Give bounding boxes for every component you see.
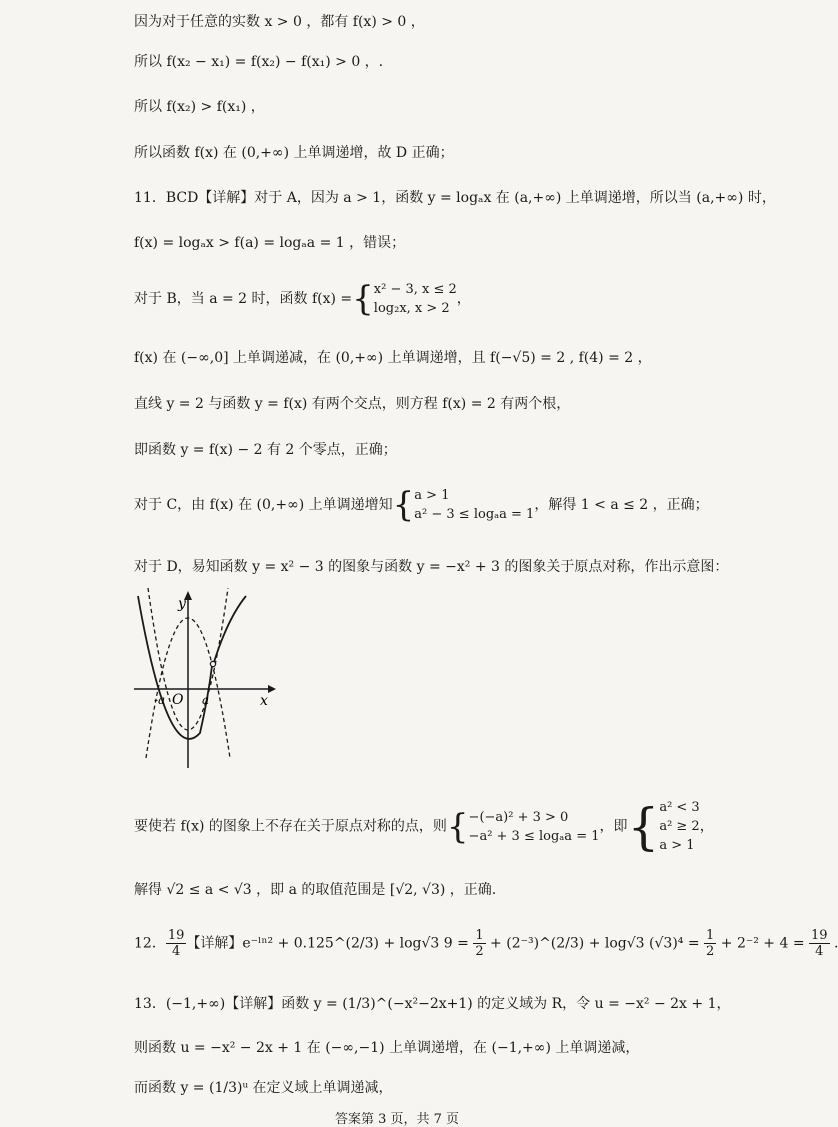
denominator: 4 — [815, 944, 824, 959]
text-line-11 — [134, 486, 709, 524]
text-line-14: 解得 √2 ≤ a < √3 ，即 a 的取值范围是 [√2, √3) ，正确. — [134, 882, 497, 898]
line-15-part-d: + 2⁻² + 4 = — [716, 935, 810, 952]
text-line-2: 所以 f(x₂ − x₁) = f(x₂) − f(x₁) > 0 ，. — [134, 54, 384, 70]
text-line-3: 所以 f(x₂) > f(x₁) ， — [134, 99, 265, 115]
condition-cases — [469, 808, 600, 846]
line-13-suffix: ， — [699, 818, 714, 835]
line-7-prefix: 对于 B，当 a = 2 时，函数 f(x) = — [134, 291, 353, 307]
text-line-9: 直线 y = 2 与函数 y = f(x) 有两个交点，则方程 f(x) = 2 有两个根， — [134, 396, 571, 412]
case-2: log₂x, x > 2 — [373, 301, 450, 316]
case-1: −(−a)² + 3 > 0 — [468, 809, 569, 825]
result-fraction — [809, 928, 830, 959]
text-line-12: 对于 D，易知函数 y = x² − 3 的图象与函数 y = −x² + 3 的图象关于原点对称，作出示意图： — [134, 559, 729, 575]
piecewise-cases — [374, 280, 457, 318]
y-axis-label: y — [178, 596, 186, 612]
case-2: a² − 3 ≤ logₐa = 1 — [414, 507, 535, 522]
line-7-suffix: ， — [456, 291, 471, 307]
denominator: 4 — [171, 944, 181, 959]
fraction-half — [704, 928, 716, 959]
line-11-prefix: 对于 C，由 f(x) 在 (0,+∞) 上单调递增知 — [134, 497, 393, 513]
result-3: a > 1 — [659, 838, 695, 853]
case-1: a > 1 — [414, 488, 450, 503]
solid-curve-right — [214, 596, 246, 662]
numerator: 1 — [706, 928, 715, 943]
text-line-1: 因为对于任意的实数 x > 0 ，都有 f(x) > 0 ， — [134, 14, 425, 30]
text-line-5: 11．BCD【详解】对于 A，因为 a > 1，函数 y = logₐx 在 (a,+∞) 上单调递增，所以当 (a,+∞) 时， — [134, 190, 776, 206]
text-line-7 — [134, 280, 471, 318]
origin-label: O — [172, 692, 184, 708]
line-15-part-e: . — [829, 935, 838, 952]
function-graph — [128, 588, 278, 778]
numerator: 1 — [475, 928, 484, 943]
line-13-middle: ，即 — [599, 818, 628, 835]
denominator: 2 — [706, 944, 715, 959]
line-15-part-b: 【详解】e⁻ˡⁿ² + 0.125^(2/3) + log√3 9 = — [186, 935, 474, 952]
case-1: x² − 3, x ≤ 2 — [373, 282, 457, 297]
neg-a-label: -a — [154, 693, 166, 707]
solid-curve-left — [138, 596, 212, 739]
numerator: 19 — [167, 928, 185, 943]
brace: { — [627, 797, 660, 856]
denominator: 2 — [475, 944, 484, 959]
line-13-prefix: 要使若 f(x) 的图象上不存在关于原点对称的点，则 — [134, 818, 447, 835]
text-line-18: 而函数 y = (1/3)ᵘ 在定义域上单调递减， — [134, 1080, 393, 1096]
text-line-16: 13．(−1,+∞)【详解】函数 y = (1/3)^(−x²−2x+1) 的定义域为 R，令 u = −x² − 2x + 1， — [134, 996, 731, 1012]
result-1: a² < 3 — [659, 800, 700, 815]
numerator: 19 — [811, 928, 828, 943]
text-line-13 — [134, 798, 714, 855]
brace: { — [392, 485, 415, 525]
line-15-part-c: + (2⁻³)^(2/3) + log√3 (√3)⁴ = — [485, 935, 705, 952]
open-point — [210, 661, 215, 666]
line-11-suffix: ，解得 1 < a ≤ 2 ，正确； — [534, 497, 709, 513]
x-axis-label: x — [260, 693, 268, 709]
text-line-6: f(x) = logₐx > f(a) = logₐa = 1 ，错误； — [134, 235, 406, 251]
a-label: a — [202, 693, 210, 707]
brace: { — [352, 279, 374, 319]
text-line-4: 所以函数 f(x) 在 (0,+∞) 上单调递增，故 D 正确； — [134, 145, 454, 161]
text-line-17: 则函数 u = −x² − 2x + 1 在 (−∞,−1) 上单调递增，在 (−1,+∞) 上单调递减， — [134, 1040, 640, 1056]
text-line-10: 即函数 y = f(x) − 2 有 2 个零点，正确； — [134, 442, 397, 458]
result-2: a² ≥ 2 — [659, 819, 700, 834]
x-axis-arrow — [268, 685, 276, 693]
text-line-8: f(x) 在 (−∞,0] 上单调递减，在 (0,+∞) 上单调递增，且 f(−√5) = 2 , f(4) = 2 ， — [134, 350, 652, 366]
question-number-12: 12． — [134, 935, 166, 952]
fraction-half — [473, 928, 485, 959]
page-footer: 答案第 3 页，共 7 页 — [334, 1112, 460, 1127]
result-cases — [659, 798, 699, 855]
case-2: −a² + 3 ≤ logₐa = 1 — [468, 828, 600, 844]
condition-cases — [414, 486, 534, 524]
brace: { — [446, 806, 469, 847]
text-line-15 — [134, 928, 838, 959]
answer-fraction — [166, 928, 187, 959]
